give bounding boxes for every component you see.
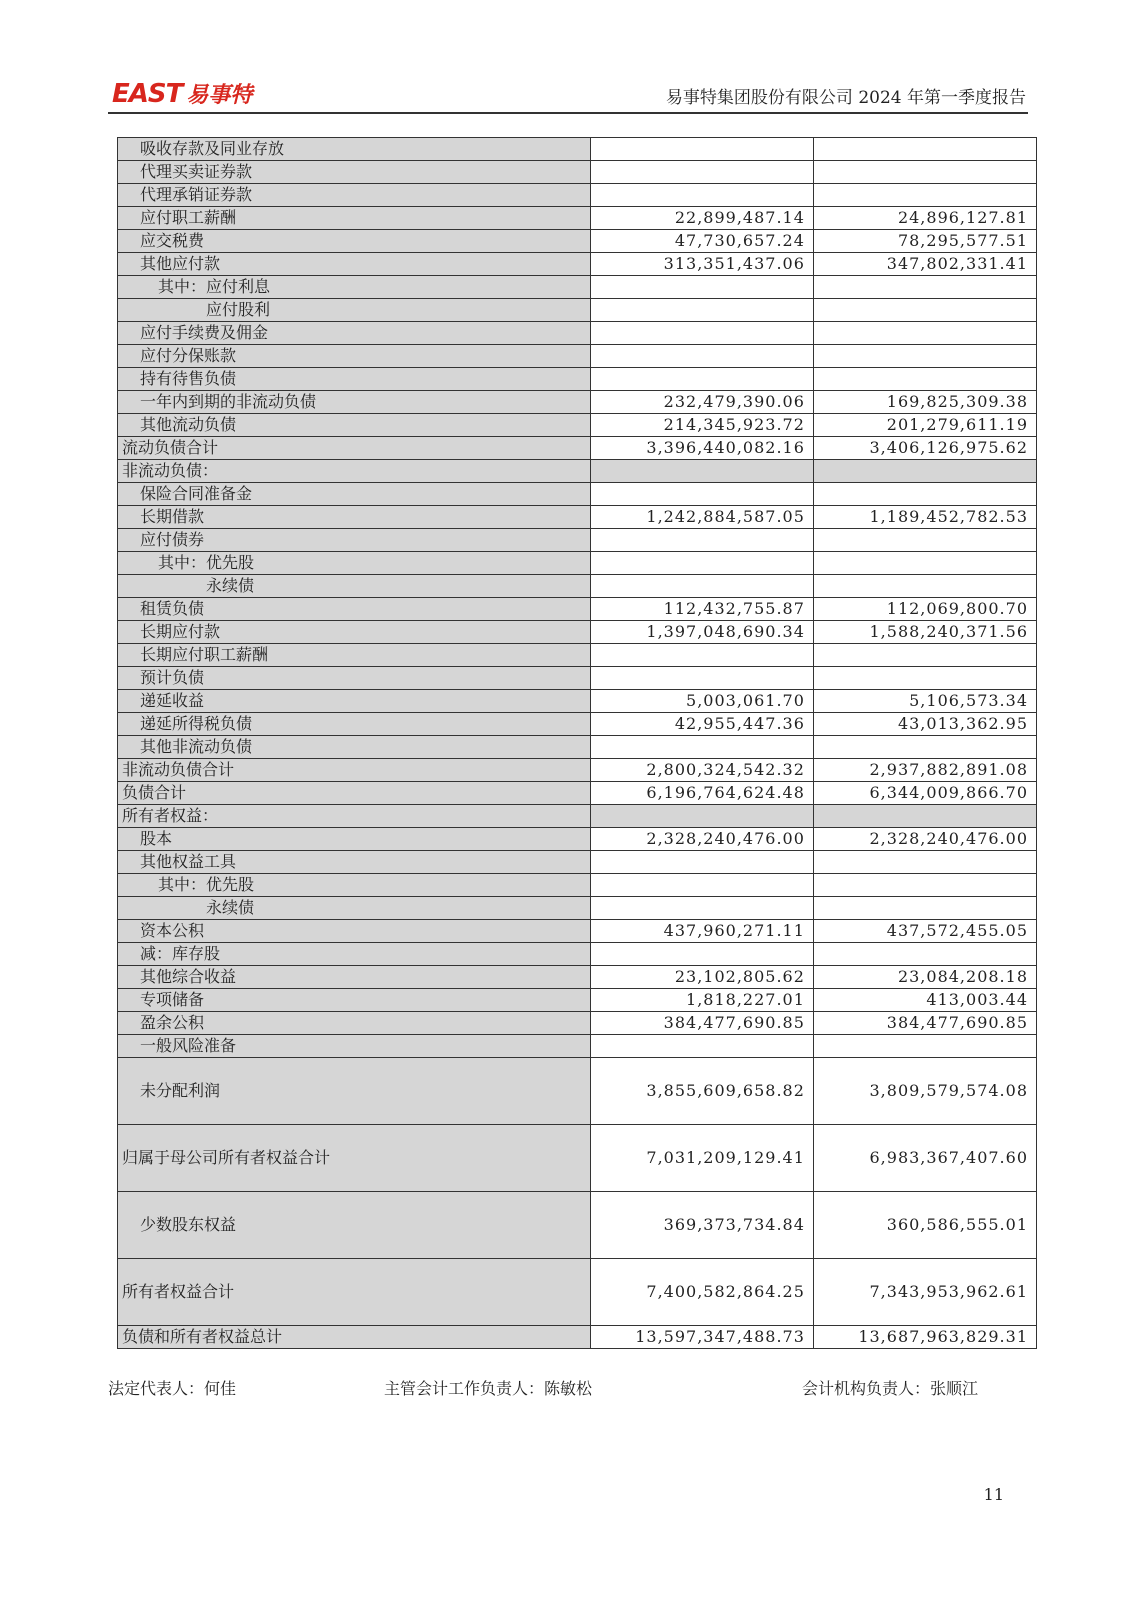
- row-label: 吸收存款及同业存放: [118, 138, 591, 161]
- row-label: 应付债券: [118, 529, 591, 552]
- year-start-value: [813, 299, 1036, 322]
- year-start-value: 384,477,690.85: [813, 1012, 1036, 1035]
- period-end-value: 1,397,048,690.34: [590, 621, 813, 644]
- row-label: 一年内到期的非流动负债: [118, 391, 591, 414]
- table-row: [118, 920, 1037, 943]
- year-start-value: 1,189,452,782.53: [813, 506, 1036, 529]
- year-start-value: [813, 161, 1036, 184]
- row-label: 盈余公积: [118, 1012, 591, 1035]
- period-end-value: [590, 368, 813, 391]
- period-end-value: [590, 276, 813, 299]
- year-start-value: [813, 368, 1036, 391]
- table-row: [118, 230, 1037, 253]
- row-label: 所有者权益：: [118, 805, 591, 828]
- table-row: [118, 598, 1037, 621]
- table-row: [118, 138, 1037, 161]
- row-label: 其中：优先股: [118, 552, 591, 575]
- table-row: [118, 460, 1037, 483]
- year-start-value: [813, 345, 1036, 368]
- table-row: [118, 621, 1037, 644]
- logo-chinese: 易事特: [186, 82, 253, 108]
- row-label: 其他流动负债: [118, 414, 591, 437]
- row-label: 代理买卖证券款: [118, 161, 591, 184]
- year-start-value: 5,106,573.34: [813, 690, 1036, 713]
- row-label: 租赁负债: [118, 598, 591, 621]
- table-row: [118, 1012, 1037, 1035]
- row-label: 非流动负债：: [118, 460, 591, 483]
- row-label: 资本公积: [118, 920, 591, 943]
- table-row: [118, 483, 1037, 506]
- row-label: 应交税费: [118, 230, 591, 253]
- table-row: [118, 184, 1037, 207]
- period-end-value: [590, 552, 813, 575]
- row-label: 长期应付职工薪酬: [118, 644, 591, 667]
- table-row: [118, 667, 1037, 690]
- row-label: 负债和所有者权益总计: [118, 1326, 591, 1349]
- year-start-value: 13,687,963,829.31: [813, 1326, 1036, 1349]
- year-start-value: 3,809,579,574.08: [813, 1058, 1036, 1125]
- period-end-value: 369,373,734.84: [590, 1192, 813, 1259]
- table-row: [118, 805, 1037, 828]
- row-label: 长期借款: [118, 506, 591, 529]
- period-end-value: [590, 575, 813, 598]
- year-start-value: 78,295,577.51: [813, 230, 1036, 253]
- table-row: [118, 322, 1037, 345]
- period-end-value: 47,730,657.24: [590, 230, 813, 253]
- period-end-value: [590, 851, 813, 874]
- period-end-value: [590, 667, 813, 690]
- row-label: 专项储备: [118, 989, 591, 1012]
- table-row: [118, 1259, 1037, 1326]
- period-end-value: [590, 644, 813, 667]
- year-start-value: [813, 529, 1036, 552]
- table-row: [118, 989, 1037, 1012]
- year-start-value: 169,825,309.38: [813, 391, 1036, 414]
- row-label: 负债合计: [118, 782, 591, 805]
- table-row: [118, 874, 1037, 897]
- row-label: 其中：优先股: [118, 874, 591, 897]
- period-end-value: 7,031,209,129.41: [590, 1125, 813, 1192]
- year-start-value: [813, 1035, 1036, 1058]
- period-end-value: 22,899,487.14: [590, 207, 813, 230]
- table-row: [118, 414, 1037, 437]
- table-row: [118, 943, 1037, 966]
- company-logo: [112, 78, 252, 109]
- year-start-value: [813, 644, 1036, 667]
- year-start-value: [813, 184, 1036, 207]
- year-start-value: 6,983,367,407.60: [813, 1125, 1036, 1192]
- year-start-value: 437,572,455.05: [813, 920, 1036, 943]
- period-end-value: 5,003,061.70: [590, 690, 813, 713]
- row-label: 其中：应付利息: [118, 276, 591, 299]
- table-row: [118, 552, 1037, 575]
- row-label: 其他综合收益: [118, 966, 591, 989]
- row-label: 减：库存股: [118, 943, 591, 966]
- row-label: 永续债: [118, 897, 591, 920]
- year-start-value: [813, 460, 1036, 483]
- table-row: [118, 506, 1037, 529]
- table-row: [118, 161, 1037, 184]
- year-start-value: 360,586,555.01: [813, 1192, 1036, 1259]
- period-end-value: [590, 345, 813, 368]
- year-start-value: 24,896,127.81: [813, 207, 1036, 230]
- table-row: [118, 1058, 1037, 1125]
- year-start-value: 112,069,800.70: [813, 598, 1036, 621]
- year-start-value: [813, 874, 1036, 897]
- row-label: 持有待售负债: [118, 368, 591, 391]
- table-row: [118, 368, 1037, 391]
- table-row: [118, 736, 1037, 759]
- period-end-value: 2,328,240,476.00: [590, 828, 813, 851]
- table-row: [118, 828, 1037, 851]
- year-start-value: [813, 483, 1036, 506]
- table-row: [118, 897, 1037, 920]
- period-end-value: [590, 322, 813, 345]
- table-row: [118, 713, 1037, 736]
- period-end-value: 313,351,437.06: [590, 253, 813, 276]
- year-start-value: 2,328,240,476.00: [813, 828, 1036, 851]
- row-label: 流动负债合计: [118, 437, 591, 460]
- row-label: 应付手续费及佣金: [118, 322, 591, 345]
- row-label: 其他权益工具: [118, 851, 591, 874]
- period-end-value: [590, 805, 813, 828]
- period-end-value: [590, 483, 813, 506]
- row-label: 保险合同准备金: [118, 483, 591, 506]
- year-start-value: [813, 667, 1036, 690]
- table-row: [118, 1125, 1037, 1192]
- balance-sheet-table: [117, 137, 1037, 1349]
- table-row: [118, 851, 1037, 874]
- accounting-org-head: 会计机构负责人：张顺江: [802, 1379, 979, 1398]
- year-start-value: [813, 552, 1036, 575]
- table-row: [118, 345, 1037, 368]
- period-end-value: [590, 161, 813, 184]
- period-end-value: 1,242,884,587.05: [590, 506, 813, 529]
- page-number: 11: [983, 1485, 1004, 1504]
- year-start-value: 3,406,126,975.62: [813, 437, 1036, 460]
- year-start-value: 23,084,208.18: [813, 966, 1036, 989]
- table-row: [118, 690, 1037, 713]
- period-end-value: [590, 874, 813, 897]
- table-row: [118, 1192, 1037, 1259]
- table-row: [118, 575, 1037, 598]
- period-end-value: [590, 460, 813, 483]
- table-row: [118, 437, 1037, 460]
- row-label: 其他应付款: [118, 253, 591, 276]
- table-row: [118, 966, 1037, 989]
- year-start-value: [813, 575, 1036, 598]
- period-end-value: 3,396,440,082.16: [590, 437, 813, 460]
- table-row: [118, 391, 1037, 414]
- row-label: 股本: [118, 828, 591, 851]
- row-label: 递延收益: [118, 690, 591, 713]
- period-end-value: 384,477,690.85: [590, 1012, 813, 1035]
- year-start-value: 43,013,362.95: [813, 713, 1036, 736]
- accounting-head: 主管会计工作负责人：陈敏松: [384, 1379, 593, 1398]
- period-end-value: [590, 943, 813, 966]
- year-start-value: 1,588,240,371.56: [813, 621, 1036, 644]
- year-start-value: 201,279,611.19: [813, 414, 1036, 437]
- period-end-value: 2,800,324,542.32: [590, 759, 813, 782]
- period-end-value: [590, 184, 813, 207]
- row-label: 其他非流动负债: [118, 736, 591, 759]
- year-start-value: [813, 138, 1036, 161]
- row-label: 应付职工薪酬: [118, 207, 591, 230]
- period-end-value: 232,479,390.06: [590, 391, 813, 414]
- table-row: [118, 529, 1037, 552]
- year-start-value: [813, 851, 1036, 874]
- row-label: 所有者权益合计: [118, 1259, 591, 1326]
- table-row: [118, 1326, 1037, 1349]
- table-row: [118, 1035, 1037, 1058]
- year-start-value: 413,003.44: [813, 989, 1036, 1012]
- period-end-value: [590, 529, 813, 552]
- row-label: 归属于母公司所有者权益合计: [118, 1125, 591, 1192]
- row-label: 未分配利润: [118, 1058, 591, 1125]
- year-start-value: 347,802,331.41: [813, 253, 1036, 276]
- period-end-value: 214,345,923.72: [590, 414, 813, 437]
- row-label: 预计负债: [118, 667, 591, 690]
- year-start-value: [813, 736, 1036, 759]
- row-label: 一般风险准备: [118, 1035, 591, 1058]
- row-label: 应付股利: [118, 299, 591, 322]
- period-end-value: [590, 1035, 813, 1058]
- legal-representative: 法定代表人：何佳: [108, 1379, 237, 1398]
- period-end-value: 7,400,582,864.25: [590, 1259, 813, 1326]
- period-end-value: 3,855,609,658.82: [590, 1058, 813, 1125]
- row-label: 代理承销证券款: [118, 184, 591, 207]
- logo-latin: EAST: [112, 79, 183, 109]
- year-start-value: 2,937,882,891.08: [813, 759, 1036, 782]
- period-end-value: 437,960,271.11: [590, 920, 813, 943]
- period-end-value: [590, 138, 813, 161]
- table-row: [118, 644, 1037, 667]
- table-row: [118, 276, 1037, 299]
- year-start-value: [813, 943, 1036, 966]
- table-row: [118, 782, 1037, 805]
- year-start-value: 7,343,953,962.61: [813, 1259, 1036, 1326]
- page-header: [108, 78, 1028, 114]
- year-start-value: 6,344,009,866.70: [813, 782, 1036, 805]
- year-start-value: [813, 897, 1036, 920]
- row-label: 递延所得税负债: [118, 713, 591, 736]
- row-label: 应付分保账款: [118, 345, 591, 368]
- report-title: 易事特集团股份有限公司 2024 年第一季度报告: [665, 88, 1026, 108]
- period-end-value: [590, 299, 813, 322]
- period-end-value: 6,196,764,624.48: [590, 782, 813, 805]
- row-label: 非流动负债合计: [118, 759, 591, 782]
- period-end-value: [590, 897, 813, 920]
- row-label: 永续债: [118, 575, 591, 598]
- period-end-value: 112,432,755.87: [590, 598, 813, 621]
- table-row: [118, 759, 1037, 782]
- period-end-value: [590, 736, 813, 759]
- row-label: 少数股东权益: [118, 1192, 591, 1259]
- table-row: [118, 253, 1037, 276]
- year-start-value: [813, 322, 1036, 345]
- year-start-value: [813, 805, 1036, 828]
- table-row: [118, 299, 1037, 322]
- table-row: [118, 207, 1037, 230]
- period-end-value: 1,818,227.01: [590, 989, 813, 1012]
- row-label: 长期应付款: [118, 621, 591, 644]
- period-end-value: 23,102,805.62: [590, 966, 813, 989]
- period-end-value: 42,955,447.36: [590, 713, 813, 736]
- year-start-value: [813, 276, 1036, 299]
- period-end-value: 13,597,347,488.73: [590, 1326, 813, 1349]
